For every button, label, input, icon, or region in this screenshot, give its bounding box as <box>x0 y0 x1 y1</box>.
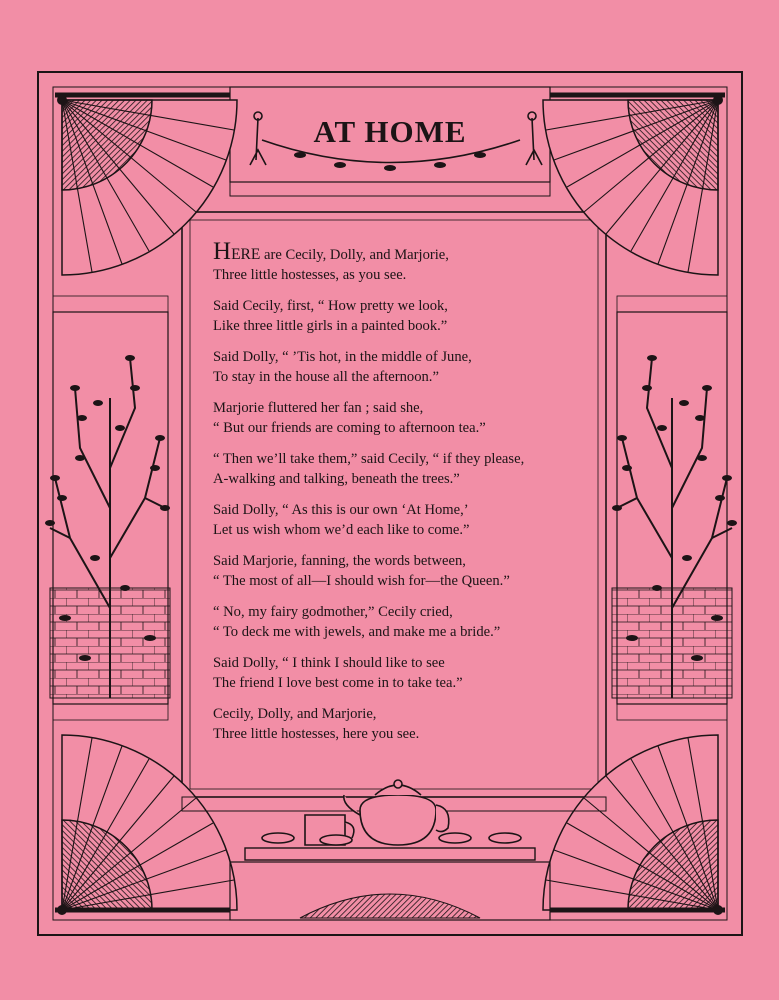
poem-line: A-walking and talking, beneath the trees.” <box>213 471 460 487</box>
stanza <box>213 449 593 489</box>
poem-line: Let us wish whom we’d each like to come.” <box>213 522 470 538</box>
first-word-rest: ERE <box>231 246 261 263</box>
stanza <box>213 653 593 693</box>
poem-line: “ But our friends are coming to afternoon tea.” <box>213 420 486 436</box>
first-line-rest: are Cecily, Dolly, and Marjorie, <box>260 247 449 263</box>
drop-cap: H <box>213 238 232 265</box>
stanza <box>213 551 593 591</box>
poem-line: Said Marjorie, fanning, the words between, <box>213 553 466 569</box>
stanza <box>213 238 593 285</box>
stanza <box>213 296 593 336</box>
poem-line: “ To deck me with jewels, and make me a bride.” <box>213 624 501 640</box>
stanza <box>213 602 593 642</box>
poem-line: Three little hostesses, here you see. <box>213 726 420 742</box>
poem-line: Three little hostesses, as you see. <box>213 267 407 283</box>
stanza <box>213 704 593 744</box>
tree-icon <box>612 355 737 698</box>
poem-line: “ No, my fairy godmother,” Cecily cried, <box>213 604 453 620</box>
poem-line: “ Then we’ll take them,” said Cecily, “ if they please, <box>213 451 525 467</box>
fan-icon <box>543 735 723 915</box>
stanza <box>213 398 593 438</box>
teapot-icon <box>262 780 521 845</box>
poem-line: To stay in the house all the afternoon.” <box>213 369 439 385</box>
poem-line: Said Dolly, “ ’Tis hot, in the middle of June, <box>213 349 472 365</box>
stanza <box>213 347 593 387</box>
poem-line: The friend I love best come in to take tea.” <box>213 675 463 691</box>
poem-line <box>213 238 593 265</box>
poem-line: Marjorie fluttered her fan ; said she, <box>213 400 424 416</box>
fan-icon <box>57 95 237 275</box>
poem-text <box>213 238 593 755</box>
poem-line: Cecily, Dolly, and Marjorie, <box>213 706 377 722</box>
poem-line: Said Dolly, “ As this is our own ‘At Home,’ <box>213 502 469 518</box>
poem-line: “ The most of all—I should wish for—the Queen.” <box>213 573 510 589</box>
stanza <box>213 500 593 540</box>
poem-line: Like three little girls in a painted book.” <box>213 318 448 334</box>
poem-line: Said Cecily, first, “ How pretty we look, <box>213 298 448 314</box>
poem-line: Said Dolly, “ I think I should like to see <box>213 655 445 671</box>
page-title: AT HOME <box>313 114 467 149</box>
fan-icon <box>57 735 237 915</box>
tree-icon <box>45 355 170 698</box>
